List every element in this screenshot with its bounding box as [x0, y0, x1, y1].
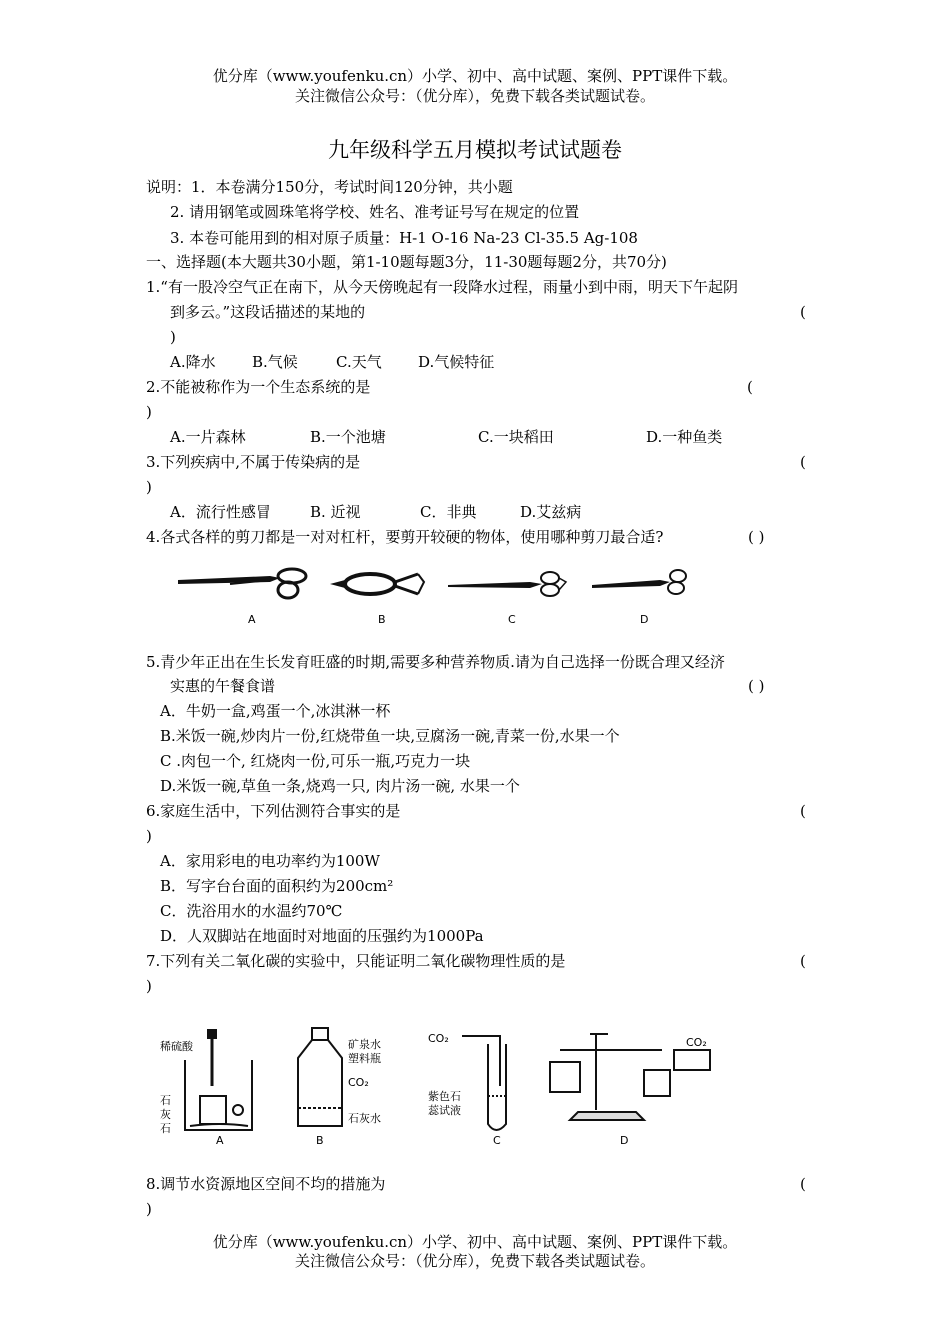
q7-d-co2-label: CO₂: [686, 1036, 707, 1049]
note-2: 2. 请用钢笔或圆珠笔将学校、姓名、准考证号写在规定的位置: [170, 203, 580, 221]
q4-label-a: A: [248, 613, 256, 626]
experiment-c-test-tube-icon: [462, 1036, 506, 1130]
scissors-d-icon: [592, 570, 686, 594]
q7-b-letter: B: [316, 1134, 324, 1147]
q1-paren-close: ): [170, 328, 176, 346]
scissors-c-icon: [448, 572, 566, 596]
q1-option-b: B.气候: [252, 353, 298, 371]
q2-option-d: D.一种鱼类: [646, 428, 723, 446]
q4-paren: ( ): [748, 528, 765, 546]
q7-b-water-label: 石灰水: [348, 1112, 381, 1125]
q5-option-d: D.米饭一碗,草鱼一条,烧鸡一只, 肉片汤一碗, 水果一个: [160, 777, 520, 795]
co2-experiments-figure: [150, 1026, 730, 1148]
q7-c-litmus-label-2: 蕊试液: [428, 1104, 461, 1117]
q8-paren-open: (: [800, 1175, 806, 1193]
q6-option-d: D．人双脚站在地面时对地面的压强约为1000Pa: [160, 927, 484, 945]
q7-stem: 7.下列有关二氧化碳的实验中，只能证明二氧化碳物理性质的是: [146, 952, 566, 970]
q6-stem: 6.家庭生活中，下列估测符合事实的是: [146, 802, 401, 820]
q4-stem: 4.各式各样的剪刀都是一对对杠杆，要剪开较硬的物体，使用哪种剪刀最合适?: [146, 528, 664, 546]
q7-a-letter: A: [216, 1134, 224, 1147]
q5-option-b: B.米饭一碗,炒肉片一份,红烧带鱼一块,豆腐汤一碗,青菜一份,水果一个: [160, 727, 620, 745]
q7-d-letter: D: [620, 1134, 629, 1147]
q7-a-stone-label-2: 灰: [160, 1108, 171, 1121]
q7-c-litmus-label-1: 紫色石: [428, 1090, 461, 1103]
q3-paren-close: ): [146, 478, 152, 496]
q6-option-b: B．写字台台面的面积约为200cm²: [160, 877, 394, 895]
q1-paren-open: (: [800, 303, 806, 321]
q3-option-b: B. 近视: [310, 503, 361, 521]
q1-line-2: 到多云。”这段话描述的某地的: [170, 303, 366, 321]
q6-paren-close: ): [146, 827, 152, 845]
note-1: 说明：1．本卷满分150分，考试时间120分钟，共小题: [146, 178, 513, 196]
footer-line-2: 关注微信公众号：（优分库），免费下载各类试题试卷。: [294, 1252, 655, 1270]
q7-paren-close: ): [146, 977, 152, 995]
q5-option-c: C .肉包一个, 红烧肉一份,可乐一瓶,巧克力一块: [160, 752, 471, 770]
q5-line-2: 实惠的午餐食谱: [170, 677, 276, 695]
q7-a-stone-label-1: 石: [160, 1094, 171, 1107]
q1-line-1: 1.“有一股冷空气正在南下，从今天傍晚起有一段降水过程，雨量小到中雨，明天下午起阴: [146, 278, 738, 296]
footer-line-1: 优分库（www.youfenku.cn）小学、初中、高中试题、案例、PPT课件下载。: [212, 1233, 738, 1251]
scissors-b-icon: [330, 574, 424, 594]
q6-option-a: A．家用彩电的电功率约为100W: [160, 852, 380, 870]
q3-paren-open: (: [800, 453, 806, 471]
q8-paren-close: ): [146, 1200, 152, 1218]
header-line-2: 关注微信公众号：（优分库），免费下载各类试题试卷。: [294, 87, 655, 105]
q3-stem: 3.下列疾病中,不属于传染病的是: [146, 453, 361, 471]
q4-label-b: B: [378, 613, 386, 626]
q2-option-b: B.一个池塘: [310, 428, 386, 446]
section-heading: 一、选择题(本大题共30小题，第1-10题每题3分，11-30题每题2分，共70分): [146, 253, 667, 271]
q2-paren-close: ): [146, 403, 152, 421]
q7-a-acid-label: 稀硫酸: [160, 1040, 193, 1053]
q2-option-c: C.一块稻田: [478, 428, 554, 446]
q7-b-bottle-label-2: 塑料瓶: [348, 1052, 381, 1065]
q4-label-c: C: [508, 613, 516, 626]
scissors-a-icon: [178, 569, 306, 598]
q5-option-a: A．牛奶一盒,鸡蛋一个,冰淇淋一杯: [160, 702, 391, 720]
q6-paren-open: (: [800, 802, 806, 820]
q2-stem: 2.不能被称作为一个生态系统的是: [146, 378, 371, 396]
note-3: 3. 本卷可能用到的相对原子质量：H-1 O-16 Na-23 Cl-35.5 Ag-108: [170, 229, 638, 247]
q7-b-bottle-label-1: 矿泉水: [348, 1038, 381, 1051]
q1-option-a: A.降水: [170, 353, 216, 371]
q7-c-letter: C: [493, 1134, 501, 1147]
q4-label-d: D: [640, 613, 649, 626]
q3-option-c: C．非典: [420, 503, 477, 521]
q6-option-c: C．洗浴用水的水温约70℃: [160, 902, 343, 920]
q3-option-d: D.艾兹病: [520, 503, 582, 521]
q8-stem: 8.调节水资源地区空间不均的措施为: [146, 1175, 386, 1193]
q2-option-a: A.一片森林: [170, 428, 246, 446]
q5-line-1: 5.青少年正出在生长发育旺盛的时期,需要多种营养物质.请为自己选择一份既合理又经济: [146, 653, 725, 671]
q1-option-d: D.气候特征: [418, 353, 495, 371]
scissors-figure: [170, 560, 710, 632]
page-title: 九年级科学五月模拟考试试题卷: [328, 138, 622, 162]
q7-paren-open: (: [800, 952, 806, 970]
q7-a-stone-label-3: 石: [160, 1122, 171, 1135]
q2-paren-open: (: [747, 378, 753, 396]
experiment-b-bottle-icon: [298, 1028, 342, 1126]
q7-c-co2-label: CO₂: [428, 1032, 449, 1045]
q5-paren: ( ): [748, 677, 765, 695]
q3-option-a: A．流行性感冒: [170, 503, 271, 521]
q7-b-co2-label: CO₂: [348, 1076, 369, 1089]
header-line-1: 优分库（www.youfenku.cn）小学、初中、高中试题、案例、PPT课件下载。: [212, 67, 738, 85]
experiment-a-beaker-icon: [185, 1030, 252, 1130]
q1-option-c: C.天气: [336, 353, 382, 371]
